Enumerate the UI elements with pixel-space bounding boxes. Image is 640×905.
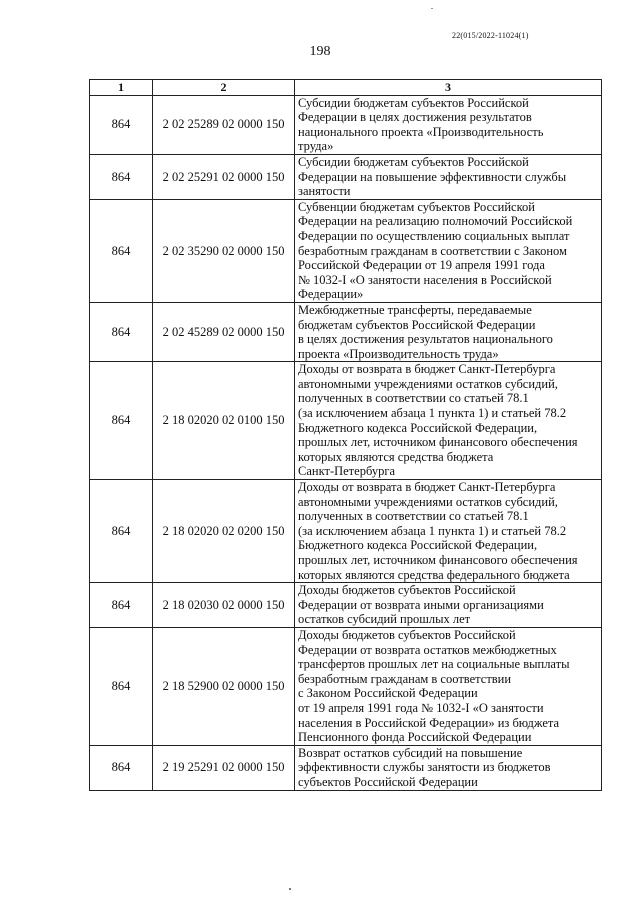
- table-row: [90, 154, 602, 199]
- table-row: [90, 199, 602, 302]
- revenue-code-cell: 2 18 02020 02 0200 150: [153, 480, 295, 583]
- admin-code-cell: 864: [90, 480, 153, 583]
- revenue-name-cell: Доходы от возврата в бюджет Санкт-Петербурга автономными учреждениями остатков субсидий, полученных в соответствии со статьей 78.1 (за исключением абзаца 1 пункта 1) и статьей 78.2 Бюджетного кодекса Российской Федерации, прошлых лет, источником финансового обеспечения которых являются средства федерального бюджета: [295, 480, 602, 583]
- document-number: 22(015/2022-11024(1): [452, 31, 529, 40]
- revenue-name-cell: Доходы бюджетов субъектов Российской Федерации от возврата остатков межбюджетных трансфертов прошлых лет на социальные выплаты безработным гражданам в соответствии с Законом Российской Федерации от 19 апреля 1991 года № 1032-I «О занятости населения в Российской Федерации» из бюджета Пенсионного фонда Российской Федерации: [295, 627, 602, 745]
- table-row: [90, 302, 602, 361]
- revenue-name-cell: Доходы бюджетов субъектов Российской Федерации от возврата иными организациями остатков субсидий прошлых лет: [295, 583, 602, 628]
- table-row: [90, 583, 602, 628]
- revenue-name-cell: Межбюджетные трансферты, передаваемые бюджетам субъектов Российской Федерации в целях достижения результатов национального проекта «Производительность труда»: [295, 302, 602, 361]
- admin-code-cell: 864: [90, 199, 153, 302]
- revenue-code-cell: 2 18 52900 02 0000 150: [153, 627, 295, 745]
- table-row: [90, 480, 602, 583]
- revenue-name-cell: Субсидии бюджетам субъектов Российской Федерации в целях достижения результатов национального проекта «Производительность труда»: [295, 95, 602, 154]
- revenue-code-cell: 2 02 45289 02 0000 150: [153, 302, 295, 361]
- revenue-name-cell: Субсидии бюджетам субъектов Российской Федерации на повышение эффективности службы занятости: [295, 154, 602, 199]
- scan-speck: [289, 888, 291, 890]
- admin-code-cell: 864: [90, 362, 153, 480]
- column-header-2: 2: [153, 80, 295, 96]
- table-row: [90, 627, 602, 745]
- revenue-code-cell: 2 18 02030 02 0000 150: [153, 583, 295, 628]
- revenue-name-cell: Субвенции бюджетам субъектов Российской Федерации на реализацию полномочий Российской Федерации по осуществлению социальных выплат безработным гражданам в соответствии с Законом Российской Федерации от 19 апреля 1991 года № 1032-I «О занятости населения в Российской Федерации»: [295, 199, 602, 302]
- admin-code-cell: 864: [90, 745, 153, 790]
- admin-code-cell: 864: [90, 583, 153, 628]
- column-header-1: 1: [90, 80, 153, 96]
- admin-code-cell: 864: [90, 302, 153, 361]
- page-number: 198: [309, 44, 331, 59]
- table-row: [90, 745, 602, 790]
- revenue-name-cell: Возврат остатков субсидий на повышение эффективности службы занятости из бюджетов субъектов Российской Федерации: [295, 745, 602, 790]
- revenue-codes-table: [89, 79, 602, 791]
- admin-code-cell: 864: [90, 95, 153, 154]
- revenue-code-cell: 2 02 25291 02 0000 150: [153, 154, 295, 199]
- revenue-name-cell: Доходы от возврата в бюджет Санкт-Петербурга автономными учреждениями остатков субсидий, полученных в соответствии со статьей 78.1 (за исключением абзаца 1 пункта 1) и статьей 78.2 Бюджетного кодекса Российской Федерации, прошлых лет, источником финансового обеспечения которых являются средства бюджета Санкт-Петербурга: [295, 362, 602, 480]
- admin-code-cell: 864: [90, 627, 153, 745]
- admin-code-cell: 864: [90, 154, 153, 199]
- revenue-code-cell: 2 18 02020 02 0100 150: [153, 362, 295, 480]
- revenue-code-cell: 2 19 25291 02 0000 150: [153, 745, 295, 790]
- revenue-code-cell: 2 02 25289 02 0000 150: [153, 95, 295, 154]
- revenue-code-cell: 2 02 35290 02 0000 150: [153, 199, 295, 302]
- column-header-3: 3: [295, 80, 602, 96]
- scan-speck: [431, 8, 433, 9]
- table-header-row: [90, 80, 602, 96]
- table-row: [90, 362, 602, 480]
- table-row: [90, 95, 602, 154]
